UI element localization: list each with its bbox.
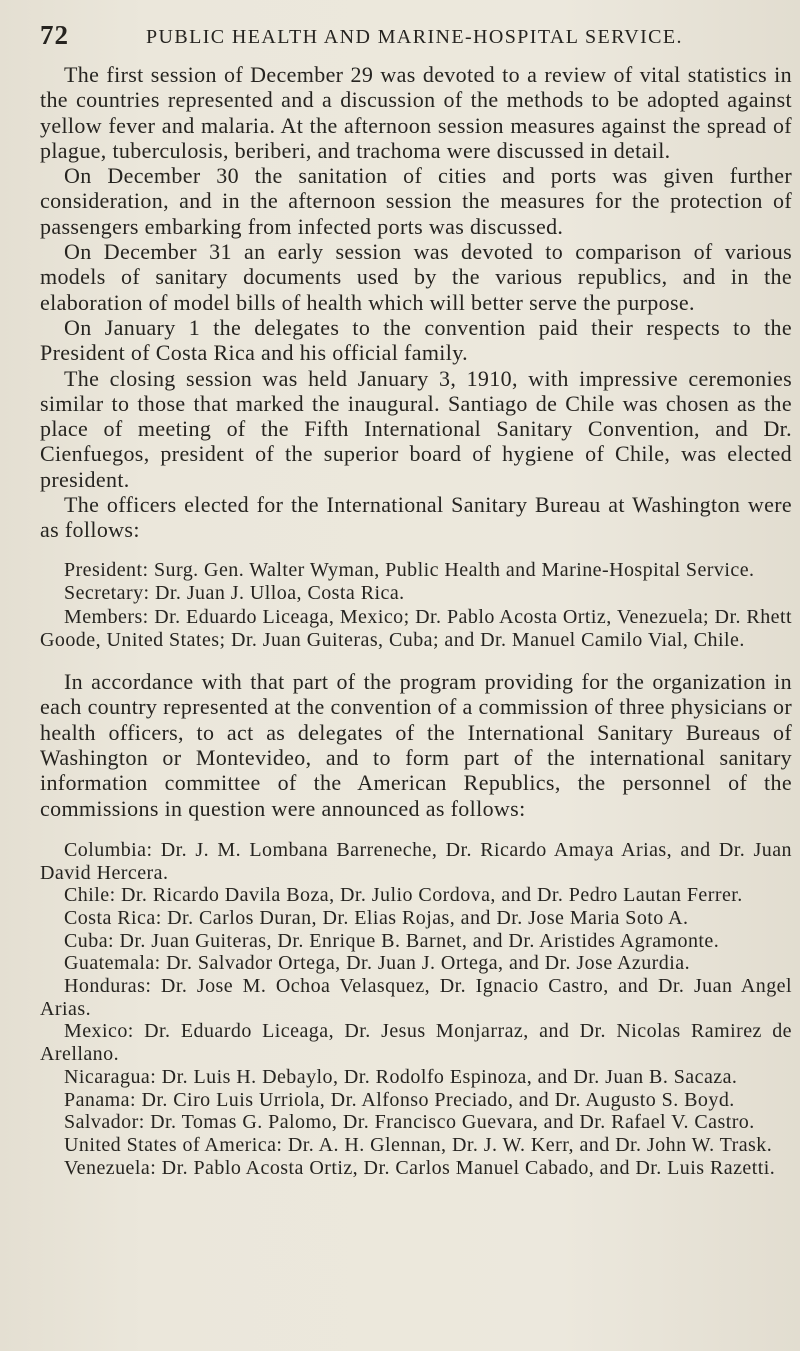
running-head: PUBLIC HEALTH AND MARINE-HOSPITAL SERVICE. <box>146 26 683 48</box>
paragraph-officers-intro: The officers elected for the International Sanitary Bureau at Washington were as follows: <box>40 492 792 543</box>
paragraph-december-29: The first session of December 29 was devoted to a review of vital statistics in the countries represented and a discussion of the methods to be adopted against yellow fever and malaria. At the afternoon session measures against the spread of plague, tuberculosis, beriberi, and trachoma were discussed in detail. <box>40 62 792 163</box>
commission-guatemala: Guatemala: Dr. Salvador Ortega, Dr. Juan J. Ortega, and Dr. Jose Azurdia. <box>64 952 691 975</box>
commission-mexico: Mexico: Dr. Eduardo Liceaga, Dr. Jesus Monjarraz, and Dr. Nicolas Ramirez de Arellano. <box>40 1020 792 1066</box>
commissions-list <box>40 839 792 1180</box>
section-gap <box>40 653 792 669</box>
commission-salvador: Salvador: Dr. Tomas G. Palomo, Dr. Francisco Guevara, and Dr. Rafael V. Castro. <box>64 1111 755 1134</box>
body-text <box>40 62 792 1179</box>
paragraph-december-31: On December 31 an early session was devoted to comparison of various models of sanitary documents used by the various republics, and in the elaboration of model bills of health which will better serve the purpose. <box>40 239 792 315</box>
commission-united-states: United States of America: Dr. A. H. Glennan, Dr. J. W. Kerr, and Dr. John W. Trask. <box>64 1133 773 1156</box>
officer-president: President: Surg. Gen. Walter Wyman, Public Health and Marine-Hospital Service. <box>64 558 755 581</box>
commission-nicaragua: Nicaragua: Dr. Luis H. Debaylo, Dr. Rodolfo Espinoza, and Dr. Juan B. Sacaza. <box>64 1065 738 1088</box>
paragraph-december-30: On December 30 the sanitation of cities and ports was given further consideration, and in the afternoon session the measures for the protection of passengers embarking from infected ports was discussed. <box>40 163 792 239</box>
commission-colombia: Columbia: Dr. J. M. Lombana Barreneche, Dr. Ricardo Amaya Arias, and Dr. Juan David Hercera. <box>40 838 792 884</box>
commission-chile: Chile: Dr. Ricardo Davila Boza, Dr. Julio Cordova, and Dr. Pedro Lautan Ferrer. <box>64 884 743 907</box>
paragraph-closing-session: The closing session was held January 3, 1910, with impressive ceremonies similar to those that marked the inaugural. Santiago de Chile was chosen as the place of meeting of the Fifth International Sanitary Convention, and Dr. Cienfuegos, president of the superior board of hygiene of Chile, was elected president. <box>40 365 792 492</box>
page-header <box>40 20 800 52</box>
page-number: 72 <box>40 20 69 50</box>
paragraph-january-1: On January 1 the delegates to the convention paid their respects to the President of Costa Rica and his official family. <box>40 314 792 366</box>
commission-costa-rica: Costa Rica: Dr. Carlos Duran, Dr. Elias Rojas, and Dr. Jose Maria Soto A. <box>64 906 689 929</box>
officer-members: Members: Dr. Eduardo Liceaga, Mexico; Dr. Pablo Acosta Ortiz, Venezuela; Dr. Rhett Goode, United States; Dr. Juan Guiteras, Cuba; and Dr. Manuel Camilo Vial, Chile. <box>40 605 792 652</box>
commission-cuba: Cuba: Dr. Juan Guiteras, Dr. Enrique B. Barnet, and Dr. Aristides Agramonte. <box>64 929 720 952</box>
officers-list <box>40 559 792 653</box>
paragraph-commissions-intro: In accordance with that part of the program providing for the organization in each country represented at the convention of a commission of three physicians or health officers, to act as delegates of the International Sanitary Bureaus of Washington or Montevideo, and to form part of the international sanitary information committee of the American Republics, the personnel of the commissions in question were announced as follows: <box>40 669 792 821</box>
officer-secretary: Secretary: Dr. Juan J. Ulloa, Costa Rica. <box>64 582 405 605</box>
commission-honduras: Honduras: Dr. Jose M. Ochoa Velasquez, Dr. Ignacio Castro, and Dr. Juan Angel Arias. <box>40 975 792 1020</box>
commission-panama: Panama: Dr. Ciro Luis Urriola, Dr. Alfonso Preciado, and Dr. Augusto S. Boyd. <box>64 1088 735 1111</box>
commission-venezuela: Venezuela: Dr. Pablo Acosta Ortiz, Dr. Carlos Manuel Cabado, and Dr. Luis Razetti. <box>64 1156 776 1179</box>
